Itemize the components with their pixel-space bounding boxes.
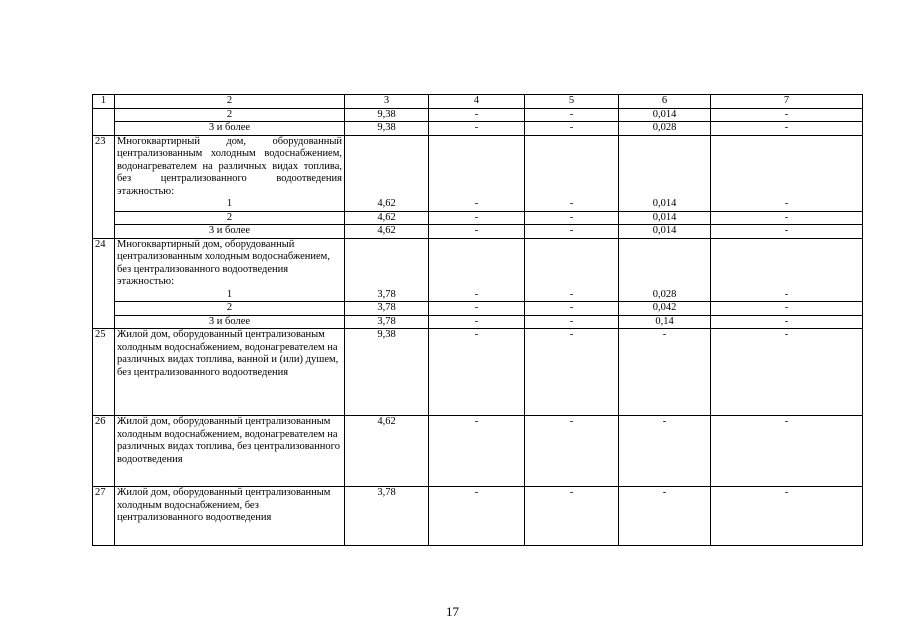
value-col4: - [429, 487, 525, 546]
value-col5: - [525, 329, 619, 416]
table-row [93, 315, 863, 329]
table-row [93, 135, 863, 211]
value-col5: - [525, 315, 619, 329]
row-number: 24 [93, 238, 115, 329]
col-header-1: 1 [93, 95, 115, 109]
value-col5: - [525, 225, 619, 239]
value-col6: 0,014 [619, 135, 711, 211]
col-header-2: 2 [115, 95, 345, 109]
floor-label: 3 и более [115, 315, 345, 329]
row-number: 26 [93, 416, 115, 487]
value-col3: 4,62 [345, 211, 429, 225]
col-header-6: 6 [619, 95, 711, 109]
row-description: Жилой дом, оборудованный централизованым холодным водоснабжением, водонагревателем на различных видах топлива, ванной и (или) душем, без централизованного водоотведения [115, 329, 345, 416]
floor-label: 1 [226, 198, 233, 209]
value-col3: 4,62 [345, 416, 429, 487]
header-row [93, 95, 863, 109]
value-col3: 9,38 [345, 108, 429, 122]
row-number-cell [93, 108, 115, 135]
value-col6: 0,028 [619, 122, 711, 136]
value-col5: - [525, 238, 619, 302]
table-row [93, 302, 863, 316]
table-row [93, 225, 863, 239]
value-col6: 0,014 [619, 211, 711, 225]
floor-label: 2 [115, 302, 345, 316]
value-col3: 9,38 [345, 122, 429, 136]
row-description: Многоквартирный дом, оборудованный централизованным холодным водоснабжением, водонагревателем на различных видах топлива, без централизованного водоотведения этажностью: [117, 135, 342, 197]
row-description: Жилой дом, оборудованный централизованным холодным водоснабжением, без централизованного водоотведения [115, 487, 345, 546]
value-col7: - [711, 122, 863, 136]
row-description: Многоквартирный дом, оборудованный централизованным холодным водоснабжением, без централизованного водоотведения этажностью: [117, 238, 330, 287]
col-header-5: 5 [525, 95, 619, 109]
value-col4: - [429, 135, 525, 211]
value-col7: - [711, 329, 863, 416]
value-col7: - [711, 225, 863, 239]
row-number: 25 [93, 329, 115, 416]
floor-label: 3 и более [115, 122, 345, 136]
page-number: 17 [446, 604, 459, 619]
value-col3: 4,62 [345, 225, 429, 239]
value-col6: 0,14 [619, 315, 711, 329]
table-row [93, 122, 863, 136]
value-col4: - [429, 302, 525, 316]
value-col3: 3,78 [345, 302, 429, 316]
value-col7: - [711, 108, 863, 122]
value-col5: - [525, 302, 619, 316]
table-row [93, 211, 863, 225]
value-col5: - [525, 108, 619, 122]
value-col5: - [525, 487, 619, 546]
row-description-cell [115, 135, 345, 211]
table-row [93, 416, 863, 487]
value-col4: - [429, 225, 525, 239]
table-row [93, 108, 863, 122]
value-col4: - [429, 108, 525, 122]
value-col5: - [525, 122, 619, 136]
value-col4: - [429, 211, 525, 225]
tariff-table [92, 94, 863, 546]
col-header-7: 7 [711, 95, 863, 109]
floor-label: 3 и более [115, 225, 345, 239]
value-col6: 0,042 [619, 302, 711, 316]
row-description-cell [115, 238, 345, 302]
value-col3: 4,62 [345, 135, 429, 211]
floor-label: 2 [115, 211, 345, 225]
floor-label: 1 [226, 288, 233, 300]
value-col6: - [619, 416, 711, 487]
value-col7: - [711, 238, 863, 302]
value-col5: - [525, 416, 619, 487]
col-header-3: 3 [345, 95, 429, 109]
value-col4: - [429, 315, 525, 329]
row-description: Жилой дом, оборудованный централизованным холодным водоснабжением, водонагревателем на различных видах топлива, без централизованного водоотведения [115, 416, 345, 487]
value-col4: - [429, 329, 525, 416]
value-col6: 0,014 [619, 108, 711, 122]
value-col7: - [711, 302, 863, 316]
table-row [93, 487, 863, 546]
value-col4: - [429, 416, 525, 487]
value-col5: - [525, 135, 619, 211]
value-col6: 0,028 [619, 238, 711, 302]
value-col7: - [711, 416, 863, 487]
table-row [93, 238, 863, 302]
col-header-4: 4 [429, 95, 525, 109]
value-col3: 9,38 [345, 329, 429, 416]
value-col3: 3,78 [345, 315, 429, 329]
value-col6: - [619, 329, 711, 416]
value-col6: 0,014 [619, 225, 711, 239]
row-number: 23 [93, 135, 115, 238]
value-col4: - [429, 238, 525, 302]
value-col3: 3,78 [345, 238, 429, 302]
value-col6: - [619, 487, 711, 546]
table-row [93, 329, 863, 416]
value-col7: - [711, 487, 863, 546]
value-col7: - [711, 315, 863, 329]
row-number: 27 [93, 487, 115, 546]
value-col3: 3,78 [345, 487, 429, 546]
value-col7: - [711, 211, 863, 225]
floor-label: 2 [115, 108, 345, 122]
value-col4: - [429, 122, 525, 136]
value-col5: - [525, 211, 619, 225]
value-col7: - [711, 135, 863, 211]
